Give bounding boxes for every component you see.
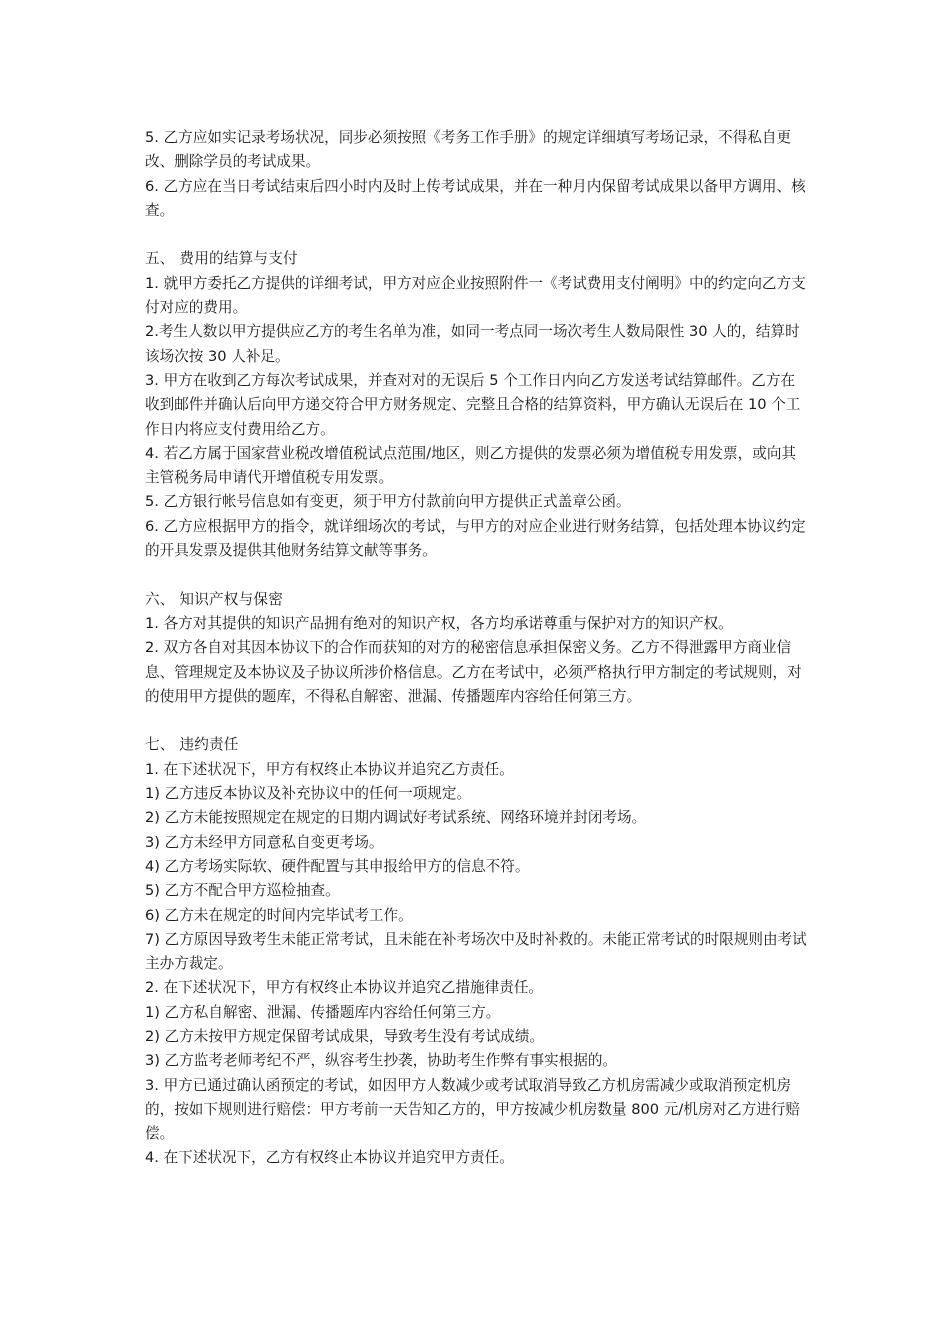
body-paragraph: 1) 乙方私自解密、泄漏、传播题库内容给任何第三方。 [145,1003,501,1021]
body-paragraph: 3. 甲方在收到乙方每次考试成果，并查对对的无误后 5 个工作日内向乙方发送考试结算邮件。乙方在收到邮件并确认后向甲方递交符合甲方财务规定、完整且合格的结算资料，甲方确认无误后在 10 个工作日内将应支付费用给乙方。 [145,371,801,438]
body-paragraph: 2. 双方各自对其因本协议下的合作而获知的对方的秘密信息承担保密义务。乙方不得泄露甲方商业信息、管理规定及本协议及子协议所涉价格信息。乙方在考试中，必须严格执行甲方制定的考试规则，对的使用甲方提供的题库，不得私自解密、泄漏、传播题库内容给任何第三方。 [145,639,802,705]
paragraph-spacer [145,709,809,733]
body-paragraph: 1. 各方对其提供的知识产品拥有绝对的知识产权，各方均承诺尊重与保护对方的知识产权。 [145,614,733,632]
body-paragraph: 2) 乙方未按甲方规定保留考试成果，导致考生没有考试成绩。 [145,1027,545,1045]
body-paragraph: 4. 若乙方属于国家营业税改增值税试点范围/地区，则乙方提供的发票必须为增值税专用发票，或向其主管税务局申请代开增值税专用发票。 [145,444,797,487]
section-heading: 六、 知识产权与保密 [145,590,283,608]
body-paragraph: 6) 乙方未在规定的时间内完毕试考工作。 [145,906,413,924]
body-paragraph: 4. 在下述状况下，乙方有权终止本协议并追究甲方责任。 [145,1149,514,1167]
body-paragraph: 7) 乙方原因导致考生未能正常考试，且未能在补考场次中及时补救的。未能正常考试的时限规则由考试主办方裁定。 [145,930,807,973]
body-paragraph: 5) 乙方不配合甲方巡检抽查。 [145,882,340,900]
body-paragraph: 5. 乙方应如实记录考场状况，同步必须按照《考务工作手册》的规定详细填写考场记录，不得私自更改、删除学员的考试成果。 [145,129,792,171]
body-paragraph: 3. 甲方已通过确认函预定的考试，如因甲方人数减少或考试取消导致乙方机房需减少或取消预定机房的，按如下规则进行赔偿：甲方考前一天告知乙方的，甲方按减少机房数量 800 元/机房对乙方进行赔偿。 [145,1076,800,1143]
body-paragraph: 5. 乙方银行帐号信息如有变更，须于甲方付款前向甲方提供正式盖章公函。 [145,493,631,511]
body-paragraph: 2) 乙方未能按照规定在规定的日期内调试好考试系统、网络环境并封闭考场。 [145,809,647,827]
body-paragraph: 6. 乙方应在当日考试结束后四小时内及时上传考试成果，并在一种月内保留考试成果以备甲方调用、核查。 [145,177,806,219]
body-paragraph: 1. 在下述状况下，甲方有权终止本协议并追究乙方责任。 [145,760,514,778]
body-paragraph: 1) 乙方违反本协议及补充协议中的任何一项规定。 [145,785,472,803]
section-heading: 七、 违约责任 [145,736,239,754]
body-paragraph: 3) 乙方未经甲方同意私自变更考场。 [145,833,384,851]
body-paragraph: 4) 乙方考场实际软、硬件配置与其申报给甲方的信息不符。 [145,857,530,875]
body-paragraph: 2.考生人数以甲方提供应乙方的考生名单为准，如同一考点同一场次考生人数局限性 30 人的，结算时该场次按 30 人补足。 [145,323,800,365]
paragraph-spacer [145,563,809,587]
body-paragraph: 2. 在下述状况下，甲方有权终止本协议并追究乙措施律责任。 [145,979,544,997]
document-body [145,126,809,1171]
paragraph-spacer [145,223,809,247]
section-heading: 五、 费用的结算与支付 [145,250,298,268]
body-paragraph: 3) 乙方监考老师考纪不严，纵容考生抄袭，协助考生作弊有事实根据的。 [145,1052,618,1070]
body-paragraph: 1. 就甲方委托乙方提供的详细考试，甲方对应企业按照附件一《考试费用支付阐明》中的约定向乙方支付对应的费用。 [145,274,806,317]
body-paragraph: 6. 乙方应根据甲方的指令，就详细场次的考试，与甲方的对应企业进行财务结算，包括处理本协议约定的开具发票及提供其他财务结算文献等事务。 [145,517,806,560]
